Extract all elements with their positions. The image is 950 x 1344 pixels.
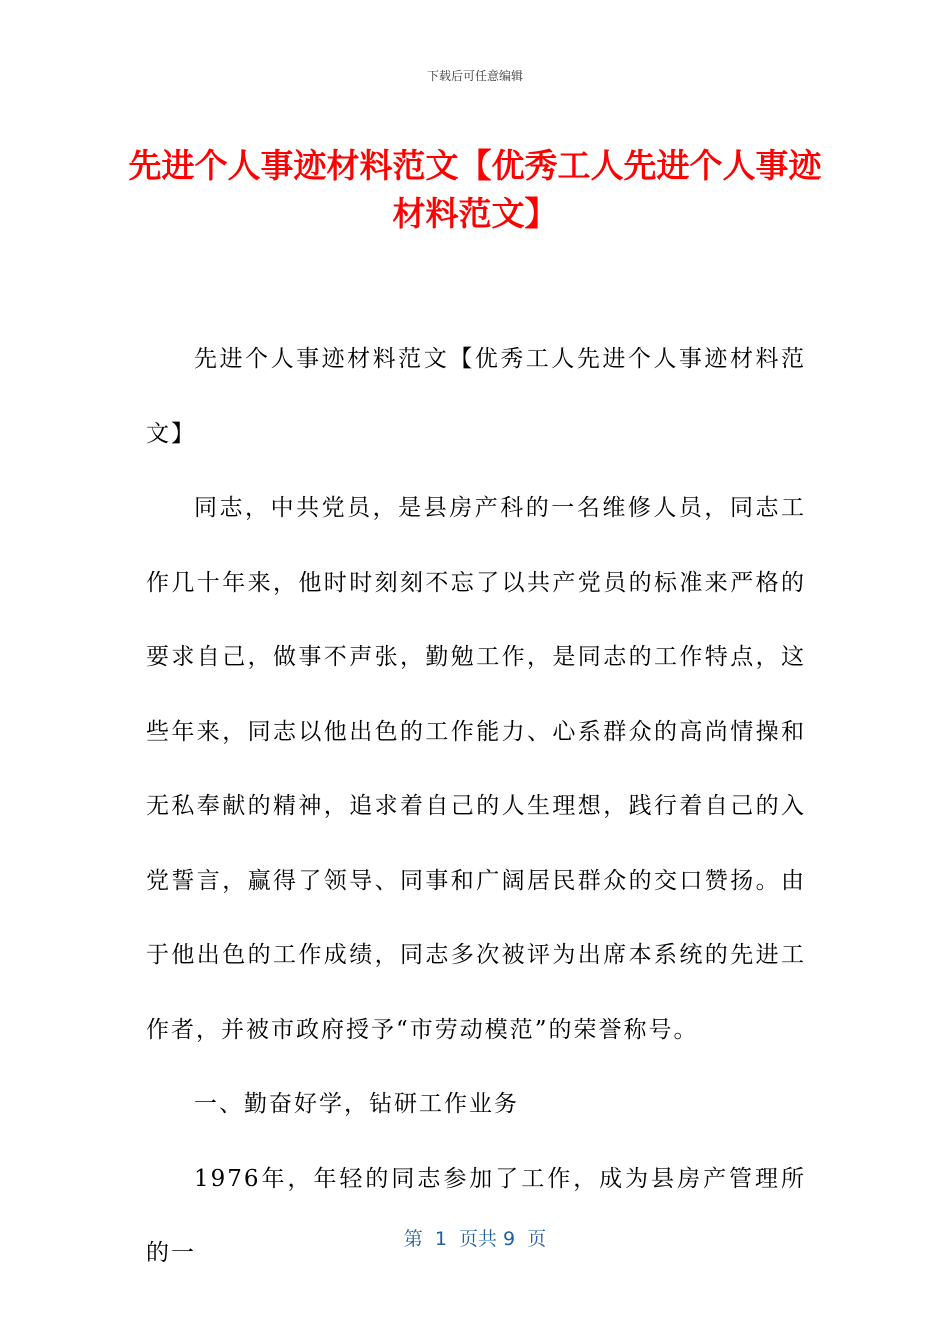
document-title: 先进个人事迹材料范文【优秀工人先进个人事迹材料范文】 — [128, 146, 822, 233]
paragraph-intro: 先进个人事迹材料范文【优秀工人先进个人事迹材料范文】 — [146, 346, 806, 447]
paragraph-continued: 1976年，年轻的同志参加了工作，成为县房产管理所的一 — [146, 1165, 806, 1266]
document-body — [146, 322, 806, 1291]
header-note: 下载后可任意编辑 — [426, 69, 523, 83]
section-heading: 一、勤奋好学，钻研工作业务 — [194, 1091, 519, 1117]
page-number: 第 1 页共 9 页 — [403, 1228, 547, 1250]
paragraph-main: 同志，中共党员，是县房产科的一名维修人员，同志工作几十年来，他时时刻刻不忘了以共产党员的标准来严格的要求自己，做事不声张，勤勉工作，是同志的工作特点，这些年来，同志以他出色的工作能力、心系群众的高尚情操和无私奉献的精神，追求着自己的人生理想，践行着自己的入党誓言，赢得了领导、同事和广阔居民群众的交口赞扬。由于他出色的工作成绩，同志多次被评为出席本系统的先进工作者，并被市政府授予“市劳动模范”的荣誉称号。 — [146, 495, 806, 1043]
